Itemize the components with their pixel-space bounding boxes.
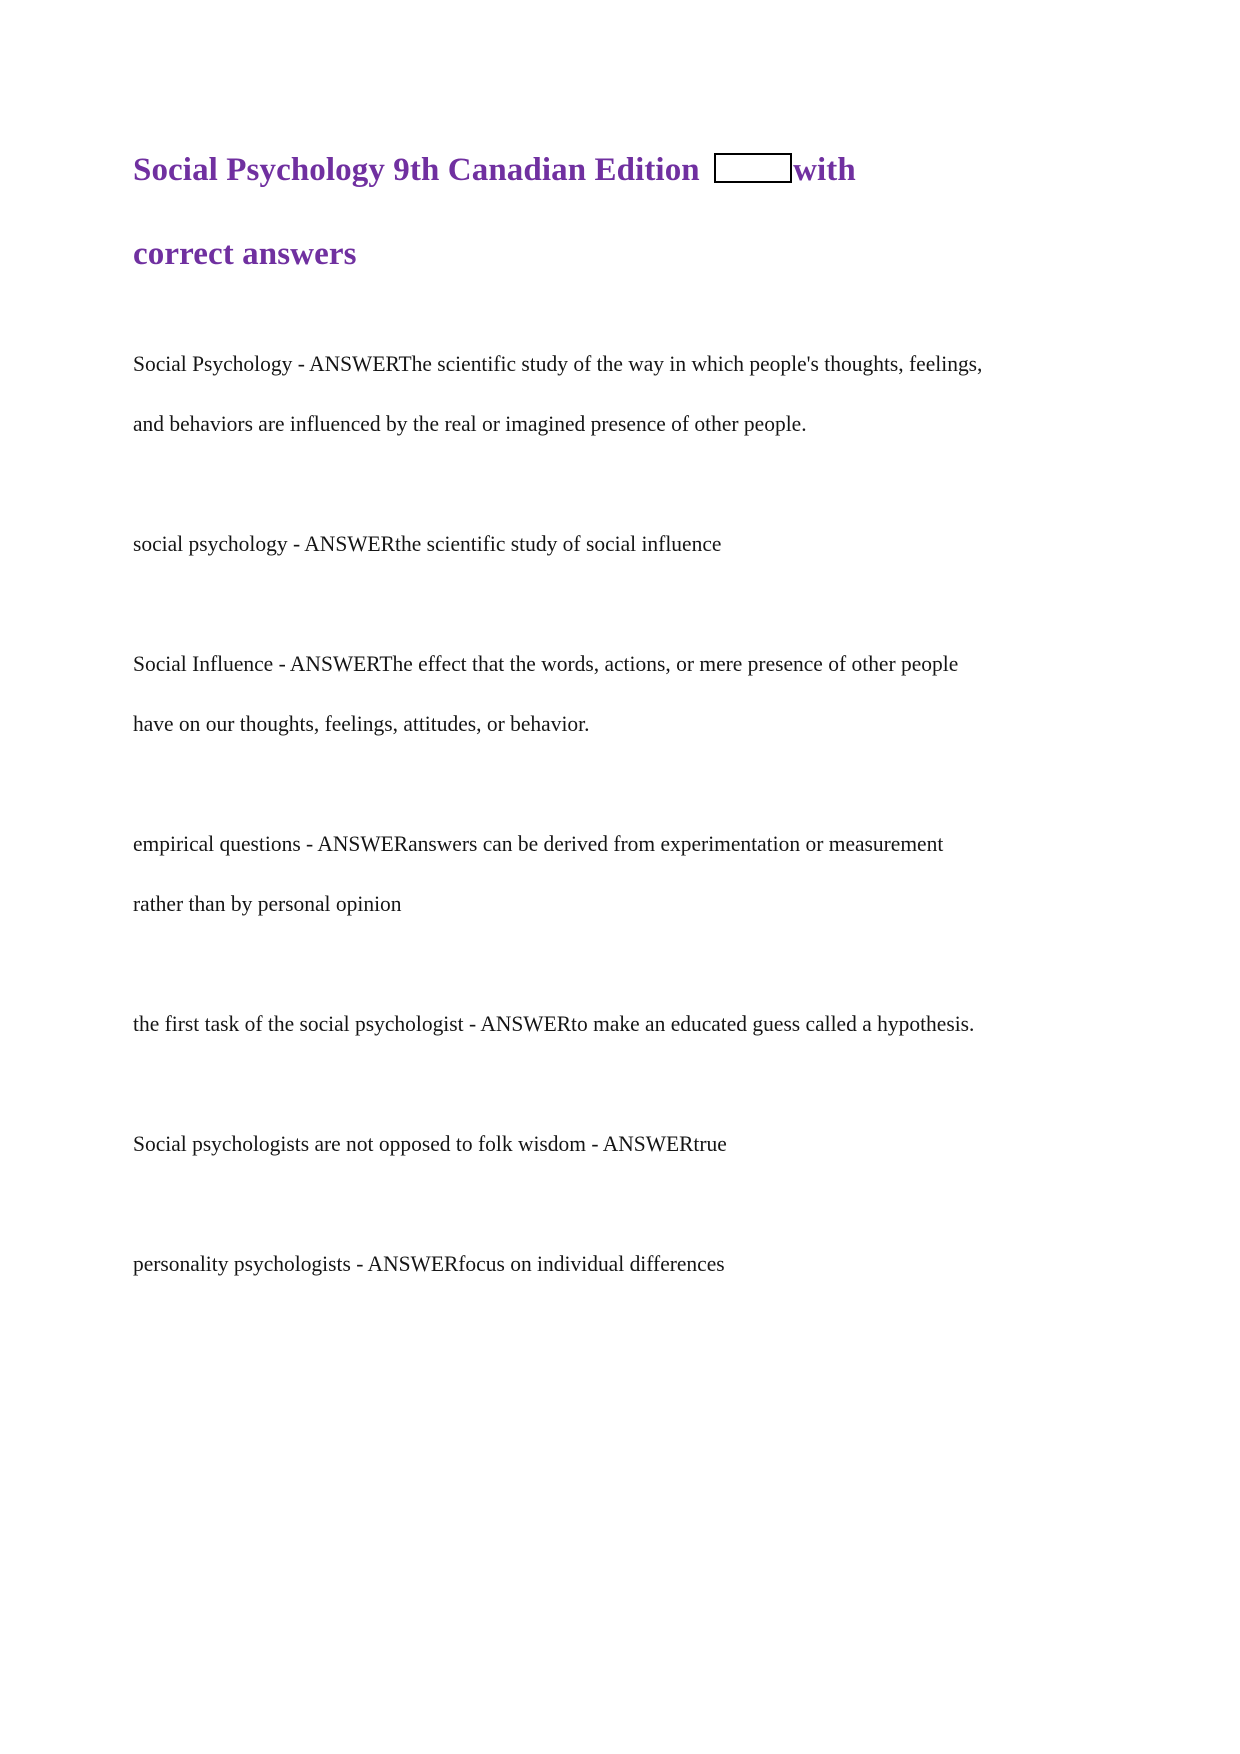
page-title-text-after-box: with xyxy=(793,152,856,188)
definition-item: the first task of the social psychologist - ANSWERto make an educated guess called a hypothesis. xyxy=(133,1011,975,1036)
definition-item: Social Influence - ANSWERThe effect that the words, actions, or mere presence of other people have on our thoughts, feelings, attitudes, or behavior. xyxy=(133,651,959,736)
page-title-text-before-box: Social Psychology 9th Canadian Edition xyxy=(133,152,709,188)
definition-item: Social psychologists are not opposed to folk wisdom - ANSWERtrue xyxy=(133,1131,727,1156)
definition-item: personality psychologists - ANSWERfocus on individual differences xyxy=(133,1251,725,1276)
definition-item: social psychology - ANSWERthe scientific study of social influence xyxy=(133,531,722,556)
definition-item: Social Psychology - ANSWERThe scientific study of the way in which people's thoughts, feelings, and behaviors are influenced by the real or imagined presence of other people. xyxy=(133,351,983,436)
page-title-line-2: correct answers xyxy=(133,236,357,272)
definition-list xyxy=(133,334,993,1294)
blank-answer-box[interactable] xyxy=(714,153,792,183)
definition-item: empirical questions - ANSWERanswers can be derived from experimentation or measurement rather than by personal opinion xyxy=(133,831,944,916)
document-content xyxy=(133,128,993,1294)
page-title xyxy=(133,128,993,296)
